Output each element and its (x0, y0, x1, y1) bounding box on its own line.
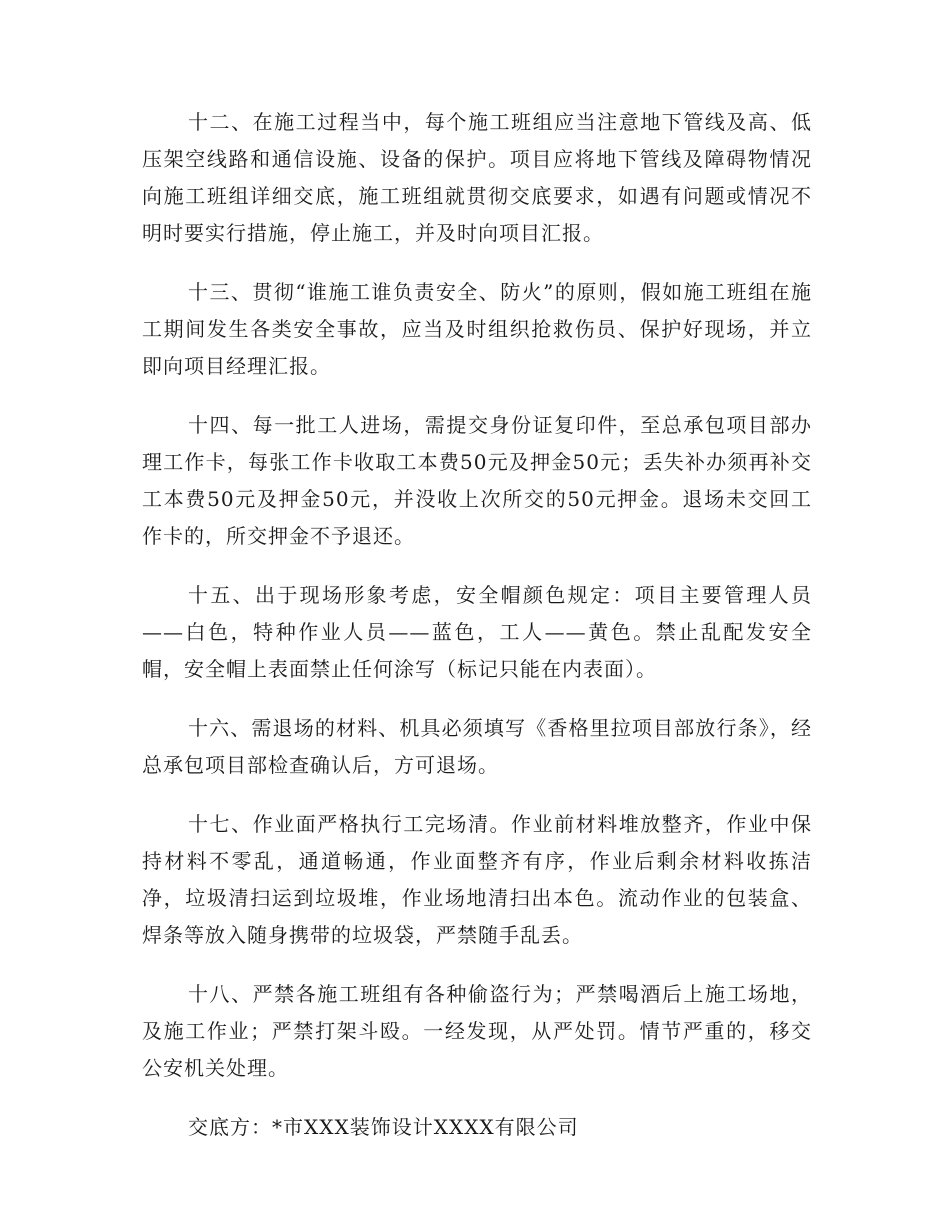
clause-17: 十七、作业面严格执行工完场清。作业前材料堆放整齐，作业中保持材料不零乱，通道畅通，作业面整齐有序，作业后剩余材料收拣洁净，垃圾清扫运到垃圾堆，作业场地清扫出本色。流动作业的包装盒、焊条等放入随身携带的垃圾袋，严禁随手乱丢。 (142, 812, 812, 947)
signoff-line: 交底方：*市XXX装饰设计XXXX有限公司 (188, 1115, 579, 1139)
clause-18: 十八、严禁各施工班组有各种偷盗行为；严禁喝酒后上施工场地，及施工作业；严禁打架斗殴。一经发现，从严处罚。情节严重的，移交公安机关处理。 (142, 982, 812, 1080)
clause-12: 十二、在施工过程当中，每个施工班组应当注意地下管线及高、低压架空线路和通信设施、设备的保护。项目应将地下管线及障碍物情况向施工班组详细交底，施工班组就贯彻交底要求，如遇有问题或情况不明时要实行措施，停止施工，并及时向项目汇报。 (142, 110, 812, 245)
document-body (142, 104, 812, 1146)
clause-16: 十六、需退场的材料、机具必须填写《香格里拉项目部放行条》，经总承包项目部检查确认后，方可退场。 (142, 716, 812, 777)
clause-14: 十四、每一批工人进场，需提交身份证复印件，至总承包项目部办理工作卡，每张工作卡收取工本费50元及押金50元；丢失补办须再补交工本费50元及押金50元，并没收上次所交的50元押金。退场未交回工作卡的，所交押金不予退还。 (142, 413, 812, 548)
clause-15: 十五、出于现场形象考虑，安全帽颜色规定：项目主要管理人员——白色，特种作业人员——蓝色，工人——黄色。禁止乱配发安全帽，安全帽上表面禁止任何涂写（标记只能在内表面）。 (142, 583, 812, 681)
clause-13: 十三、贯彻“谁施工谁负责安全、防火”的原则，假如施工班组在施工期间发生各类安全事故，应当及时组织抢救伤员、保护好现场，并立即向项目经理汇报。 (142, 280, 812, 378)
